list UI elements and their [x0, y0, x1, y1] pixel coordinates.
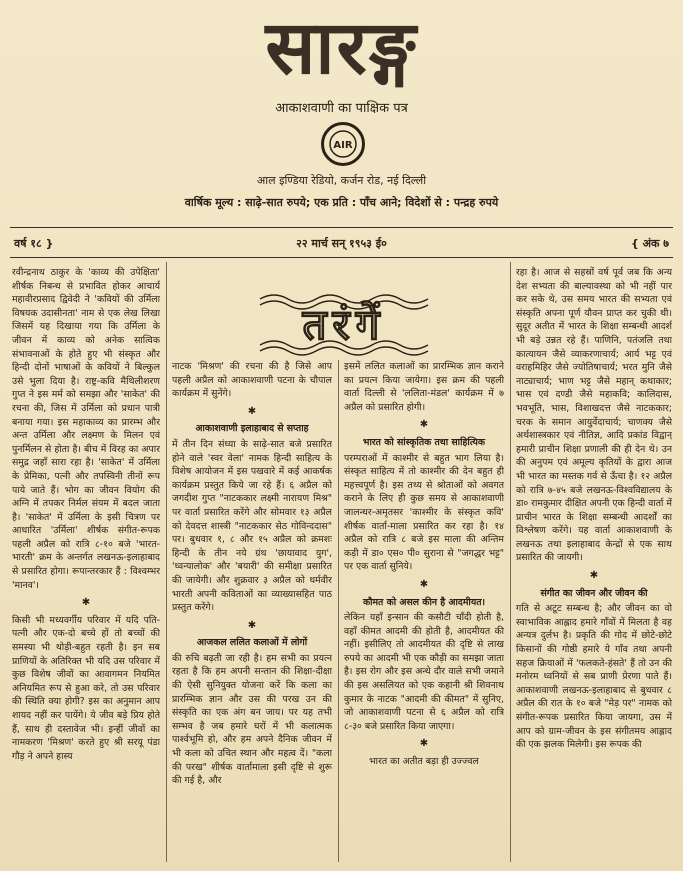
separator-star-icon: ✱ — [419, 419, 429, 431]
issue-number: { अंक ७ — [630, 237, 669, 250]
air-logo-icon — [321, 122, 365, 166]
separator-star-icon: ✱ — [247, 405, 257, 417]
separator-star-icon: ✱ — [589, 570, 599, 582]
column-divider — [166, 262, 167, 862]
subscription-info: वार्षिक मूल्य : साढ़े-सात रुपये; एक प्रति : पाँच आने; विदेशों से : पन्द्रह रुपये — [184, 196, 499, 209]
top-rule — [10, 227, 673, 228]
article-mishran-cont: नाटक 'मिश्रण' की रचना की है जिसे आप पहली अप्रैल को आकाशवाणी पटना के चौपाल कार्यक्रम में सुनेंगे। — [172, 361, 332, 400]
column-2 — [172, 360, 332, 866]
article-kala-cont: इसमें ललित कलाओं का प्रारम्भिक ज्ञान कराने का प्रयत्न किया जायेगा। इस क्रम की पहली वार्ता दिल्ली से 'ललिता-मंडल' कार्यक्रम में ७ अप्रैल को प्रसारित होगी। — [344, 361, 504, 413]
issue-date: २२ मार्च सन् १९५३ ई० — [296, 237, 387, 250]
article-atit-start: भारत का अतीत बड़ा ही उज्ज्वल — [369, 756, 479, 768]
article-heading-kala: आजकल ललित कलाओं में लोगों — [196, 637, 308, 649]
article-kashmir: परम्पराओं में काश्मीर से बहुत भाग लिया है। संस्कृत साहित्य में तो काश्मीर की देन बहुत ही महत्त्वपूर्ण है। इस तथ्य से श्रोताओं को अवगत कराने के लिए ही कुछ समय से आकाशवाणी जालन्धर-अमृतसर 'काश्मीर के संस्कृत कवि' शीर्षक वार्ता-माला प्रसारित कर रहा है। १४ अप्रैल को रात्रि ८ बजे इस माला की अन्तिम कड़ी में डा० एस० पी० सुराना से "जगद्धर भट्ट" पर एक वार्ता सुनिये। — [344, 452, 504, 573]
article-heading-sangeet: संगीत का जीवन और जीवन की — [540, 587, 648, 599]
article-aadmi: लेकिन यहाँ इन्सान की कसौटी चाँदी होती है, वहाँ कीमत आदमी की होती है, आदमीयत की नहीं। इसीलिए तो आदमीयत की दृष्टि से लाख रुपये का आदमी भी एक कौड़ी का समझा जाता है। इस रोग और इस अन्धे दौर वाले सभी जमाने की इस असलियत को एक कहानी श्री शिवनाथ कुमार के नाटक "आदमी की कीमत" में सुनिए, जो आकाशवाणी पटना से ६ अप्रैल को रात्रि ८-३० बजे प्रसारित किया जाएगा। — [344, 612, 504, 732]
article-heading-aadmi: कौमत को असल कीन है आदमीयत। — [362, 596, 486, 608]
article-urmila: रवीन्द्रनाथ ठाकुर के 'काव्य की उपेक्षिता' शीर्षक निबन्ध से प्रभावित होकर आचार्य महावीरप्रसाद द्विवेदी ने 'कवियों की उर्मिला विषयक उदासीनता' नाम से एक लेख लिखा जिसमें यह दिखाया गया कि उर्मिला के जीवन में काव्य को अनेक सात्विक संभावनाओं के होते हुए भी संस्कृत और हिन्दी दोनों भाषाओं के कवियों ने बिल्कुल उसे भुला दिया है। राष्ट्र-कवि मैथिलीशरण गुप्त ने इस मर्म को समझा और 'साकेत' की रचना की, जिस में उर्मिला को प्रधान पात्री बनाया गया। इस महाकाव्य का प्रारम्भ और अन्त उर्मिला और लक्ष्मण के मिलन एवं पुनर्मिलन से होता है। बीच में विरह का अपार समुद्र जहाँ सारा रहा है। 'साकेत' में उर्मिला के प्रेमिका, पत्नी और तपस्विनी तीनों रूप पाये जाते हैं। भोग का जीवन वियोग की अग्नि में तपकर निर्मल संयम में बदल जाता है। 'साकेत' में उर्मिला के इसी चित्रण पर आधारित 'उर्मिला' शीर्षक संगीत-रूपक पहली अप्रैल को रात्रि ८-१० बजे 'भारत-भारती' क्रम के अन्तर्गत लखनऊ-इलाहाबाद से प्रसारित होगा। रूपान्तरकार हैं : विश्वम्भर 'मानव'। — [12, 267, 160, 591]
separator-star-icon: ✱ — [419, 578, 429, 590]
article-sangeet: गति से अटूट सम्बन्ध है; और जीवन का वो स्वाभाविक आह्लाद हमारे गाँवों में मिलता है वह अन्यत्र दुर्लभ है। प्रकृति की गोद में छोटे-छोटे किसानों की गोष्ठी हमारे ये गाँव तथा अपनी सहज क्रियाओं में 'फलकते-हंसते' हैं तो उन की मनोरम ध्वनियों से सब प्राणी प्रेरणा पाते हैं। आकाशवाणी लखनऊ-इलाहाबाद से बुधवार ८ अप्रैल की रात के १० बजे "मेड़ पर" नामक को संगीत-रूपक प्रसारित किया जायगा, उस में आप को ग्राम-जीवन के इस संगीतमय आह्लाद की एक झलक मिलेगी। इस रूपक की — [516, 603, 672, 751]
feature-title: तरंगें — [302, 300, 386, 349]
article-heading-swar-vela: आकाशवाणी इलाहाबाद से सप्ताह — [195, 423, 309, 435]
column-4 — [516, 266, 672, 866]
article-heading-kashmir: भारत को सांस्कृतिक तथा साहित्यिक — [362, 436, 486, 448]
article-swar-vela: में तीन दिन संध्या के साढ़े-सात बजे प्रसारित होने वाले 'स्वर वेला' नामक हिन्दी साहित्य के विशेष आयोजन में इस पखवारे में कई आकर्षक कार्यक्रम प्रस्तुत किये जा रहे हैं। ६ अप्रैल को जगदीश गुप्त "नाटककार लक्ष्मी नारायण मिश्र" पर वार्ता प्रसारित करेंगे और सोमवार १३ अप्रैल को देवदत्त शास्त्री "नाटककार सेठ गोविन्ददास" पर। बुधवार १, ८ और १५ अप्रैल को क्रमशः हिन्दी के तीन नये ग्रंथ 'छायावाद युग', 'ध्वन्यालोक' और 'बयारी' की समीक्षा प्रसारित की जायेगी। और शुक्रवार ३ अप्रैल को धर्मवीर भारती अपनी कविताओं का व्याख्यासहित पाठ प्रस्तुत करेंगे। — [172, 438, 332, 614]
air-emblem-icon — [326, 127, 360, 161]
column-1 — [12, 266, 160, 866]
publisher-address: आल इण्डिया रेडियो, कर्जन रोड, नई दिल्ली — [256, 174, 427, 187]
article-kala: की रुचि बढ़ती जा रही है। हम सभी का प्रयत्न रहता है कि हम अपनी सन्तान की शिक्षा-दीक्षा की ऐसी सुनियुक्त योजना करें कि कला का प्रारम्भिक ज्ञान और उस की परख उन की संस्कृति का एक अंग बन जाय। पर यह तभी सम्भव है जब हमारे घरों में भी कलात्मक पार्श्वभूमि हो, और हम अपने दैनिक जीवन में भी कला को उचित स्थान और महत्व दें। "कला की परख" शीर्षक वार्तामाला इसी दृष्टि से शुरू की गई है, और — [172, 652, 332, 787]
feature-title-block — [254, 287, 434, 357]
column-divider — [510, 262, 511, 862]
dateline-rule — [10, 257, 673, 258]
column-divider — [338, 360, 339, 862]
separator-star-icon: ✱ — [81, 597, 91, 609]
separator-star-icon: ✱ — [419, 738, 429, 750]
separator-star-icon: ✱ — [247, 619, 257, 631]
volume-year: वर्ष १८ } — [14, 237, 54, 250]
article-shiksha: रहा है। आज से सहस्रों वर्ष पूर्व जब कि अन्य देश सभ्यता की बाल्यावस्था को भी नहीं पार कर सके थे, उस समय भारत की सभ्यता एवं संस्कृति अपना पूर्ण यौवन प्राप्त कर चुकी थी। सुदूर अतीत में भारत के शिक्षा सम्बन्धी आदर्श भी बड़े उन्नत रहे हैं। पाणिनि, पतंजलि तथा कात्यायन जैसे व्याकरणाचार्य; आर्य भट्ट एवं वराहमिहिर जैसे ज्योतिषाचार्य; भरत मुनि जैसे नाट्याचार्य; भाण भट्ट जैसे महान् कथाकार; भास एवं दण्डी जैसे महाकवि; कालिदास, भवभूति, भास, विशाखदत्त जैसे नाटककार; चरक के समान आयुर्वेदाचार्य; चाणक्य जैसे अर्थशास्त्रकार एवं नीतिज्ञ, आदि प्रकांड विद्वान् हमारी प्राचीन शिक्षा प्रणाली की ही देन थे। उन की अनुपम एवं अमूल्य कृतियों के द्वारा आज भी भारत का मस्तक गर्व से ऊँचा है। १२ अप्रैल को रात्रि ७-४५ बजे लखनऊ-विश्वविद्यालय के डा० रामकुमार दीक्षित अपनी एक हिन्दी वार्ता में प्राचीन भारत के शिक्षा सम्बन्धी आदर्शों का विश्लेषण करेंगे। यह वार्ता आकाशवाणी के लखनऊ तथा इलाहाबाद केन्द्रों से एक साथ प्रसारित की जायगी। — [516, 267, 672, 564]
masthead-subtitle: आकाशवाणी का पाक्षिक पत्र — [275, 101, 408, 116]
column-3 — [344, 360, 504, 866]
dateline — [14, 236, 669, 252]
article-mishran: किसी भी मध्यवर्गीय परिवार में यदि पति-पत्नी और एक-दो बच्चे हों तो बच्चों की समस्या भी थोड़ी-बहुत रहती है। इन सब प्राणियों के अतिरिक्त भी यदि उस परिवार में कुछ विशेष जीवों का आवागमन नियमित अनियमित रूप से हुआ करे, तो उस परिवार की स्थिति क्या होगी? इस का अनुमान आप शायद नहीं कर पायेंगे। ये जीव बड़े प्रिय होते हैं, साथ ही दस्तावेज भी। इन्हीं जीवों का नामकरण 'मिश्रण' करते हुए श्री सरयू पंडा गौड़ ने अपने हास्य — [12, 614, 160, 762]
air-logo-text: AIR — [333, 140, 353, 151]
masthead-title: सारङ्ग — [265, 5, 418, 91]
